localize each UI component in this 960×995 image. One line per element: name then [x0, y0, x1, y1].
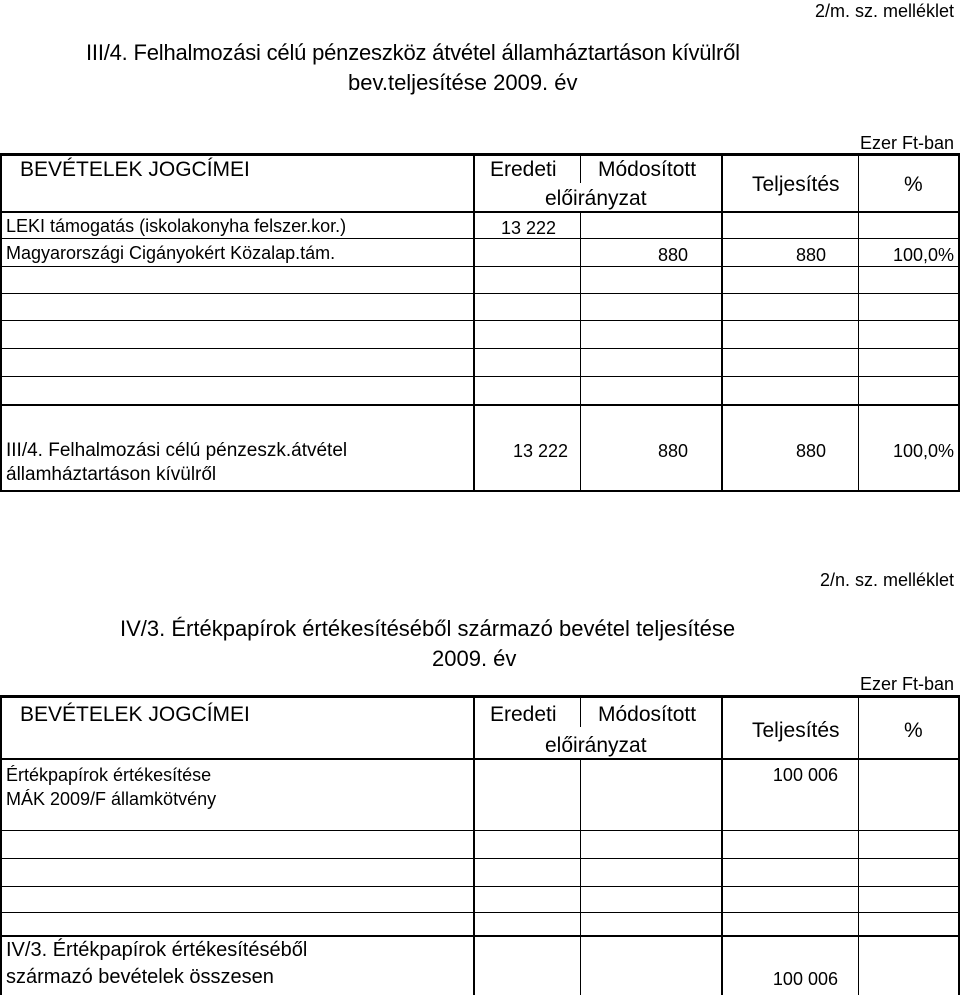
- total-label: III/4. Felhalmozási célú pénzeszk.átvétel: [6, 440, 348, 461]
- header-original: Eredeti: [490, 703, 557, 726]
- row-divider: [0, 348, 960, 349]
- header-category: BEVÉTELEK JOGCÍMEI: [20, 703, 250, 726]
- total-original: 13 222: [512, 441, 568, 461]
- header-category: BEVÉTELEK JOGCÍMEI: [20, 158, 250, 181]
- row-original: 13 222: [500, 218, 556, 238]
- row-label: Magyarországi Cigányokért Közalap.tám.: [6, 243, 336, 263]
- header-divider: [0, 758, 960, 760]
- total-label-line2: származó bevételek összesen: [6, 966, 274, 988]
- row-divider: [0, 886, 960, 887]
- section-title-year: 2009. év: [432, 646, 517, 671]
- header-modified: Módosított: [598, 703, 697, 726]
- total-top-border: [0, 404, 960, 406]
- row-label: LEKI támogatás (iskolakonyha felszer.kor.): [6, 216, 347, 236]
- total-label: IV/3. Értékpapírok értékesítéséből: [6, 939, 308, 961]
- row-actual: 100 006: [772, 765, 838, 785]
- total-label-line2: államháztartáson kívülről: [6, 464, 217, 485]
- col-border: [721, 695, 723, 995]
- row-label: Értékpapírok értékesítése: [6, 765, 212, 785]
- appendix-note: 2/m. sz. melléklet: [814, 1, 954, 21]
- row-label-line2: MÁK 2009/F államkötvény: [6, 789, 217, 809]
- header-original: Eredeti: [490, 158, 557, 181]
- header-actual: Teljesítés: [752, 719, 840, 742]
- header-budget: előirányzat: [545, 734, 647, 757]
- col-border: [0, 153, 2, 492]
- total-actual: 880: [795, 441, 826, 461]
- header-budget: előirányzat: [545, 187, 647, 210]
- col-border: [580, 153, 581, 183]
- row-divider: [0, 293, 960, 294]
- row-divider: [0, 858, 960, 859]
- col-border: [473, 695, 475, 995]
- total-bottom-border: [0, 490, 960, 492]
- header-actual: Teljesítés: [752, 173, 840, 196]
- row-divider: [0, 912, 960, 913]
- total-modified: 880: [657, 441, 688, 461]
- col-border: [721, 153, 723, 492]
- total-top-border: [0, 935, 960, 937]
- section-title: III/4. Felhalmozási célú pénzeszköz átvétel államháztartáson kívülről: [86, 40, 740, 65]
- section-title-year: bev.teljesítése 2009. év: [348, 70, 578, 95]
- row-percent: 100,0%: [892, 245, 954, 265]
- row-divider: [0, 830, 960, 831]
- col-border: [0, 695, 2, 995]
- col-border: [473, 153, 475, 492]
- header-percent: %: [904, 173, 923, 196]
- row-actual: 880: [795, 245, 826, 265]
- header-divider: [0, 211, 960, 213]
- table-top-border: [0, 695, 960, 698]
- row-modified: 880: [657, 245, 688, 265]
- col-border: [580, 758, 581, 995]
- row-divider: [0, 376, 960, 377]
- appendix-note: 2/n. sz. melléklet: [819, 570, 954, 590]
- section-title: IV/3. Értékpapírok értékesítéséből származó bevétel teljesítése: [120, 616, 736, 641]
- unit-label: Ezer Ft-ban: [859, 674, 954, 694]
- row-divider: [0, 320, 960, 321]
- unit-label: Ezer Ft-ban: [859, 133, 954, 153]
- col-border: [580, 695, 581, 727]
- col-border: [858, 695, 859, 995]
- col-border: [580, 211, 581, 492]
- header-modified: Módosított: [598, 158, 697, 181]
- total-percent: 100,0%: [892, 441, 954, 461]
- total-actual: 100 006: [772, 969, 838, 989]
- row-divider: [0, 266, 960, 267]
- col-border: [858, 153, 859, 492]
- table-top-border: [0, 153, 960, 156]
- header-percent: %: [904, 719, 923, 742]
